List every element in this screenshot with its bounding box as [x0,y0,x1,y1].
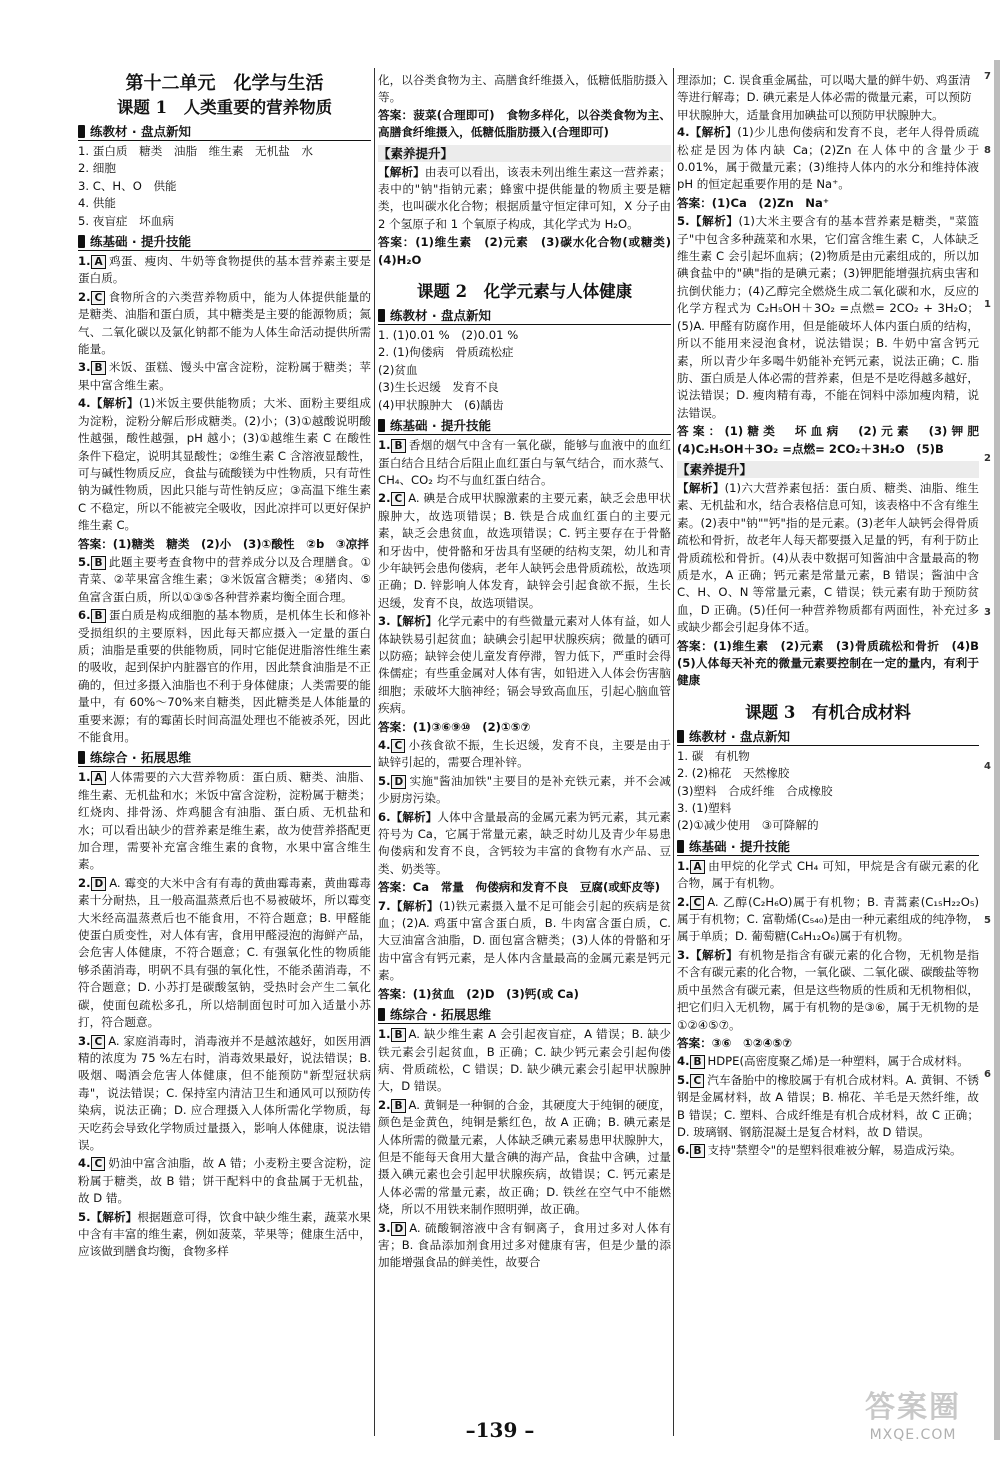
analysis-tag: 【解析】 [390,614,438,629]
edge-number: 6 [984,1069,991,1080]
section-header-label: 练基础 · 提升技能 [390,418,491,434]
question-text: 汽车备胎中的橡胶属于有机合成材料。A. 黄铜、不锈钢是金属材料，故 A 错误；B. 棉花、羊毛是天然纤维，故 B 错误；C. 塑料、合成纤维是有机合成材料，故 C 正确；D. 玻璃钢、钢筋混凝土是复合材料，故 D 错误。 [677,1072,979,1139]
analysis-tag: 【解析】 [90,396,139,411]
question-number: 3. [378,1220,391,1235]
answer-choice-box: A [91,255,105,269]
question-text: 此题主要考查食物中的营养成分以及合理膳食。①青菜、②苹果富含维生素；③米饭富含糖类；④猪肉、⑤鱼富含蛋白质，所以①③⑤各种营养素均衡全面合理。 [78,554,371,604]
question-item [378,490,671,612]
question-item [378,1097,671,1219]
analysis-tag: 【解析】 [677,480,725,495]
section-header [378,417,671,435]
question-number: 2. [78,289,91,304]
question-text: HDPE(高密度聚乙烯)是一种塑料，属于合成材料。 [707,1054,969,1069]
question-text: A. 乙醇(C₂H₆O)属于有机物；B. 青蒿素(C₁₅H₂₂O₅)属于有机物；C. 富勒烯(C₅₄₀)是由一种元素组成的纯净物，属于单质；D. 葡萄糖(C₆H₁₂O₆)属于有机物。 [677,894,979,944]
question-text: 化学元素中的有些微量元素对人体有益，如人体缺铁易引起贫血；缺碘会引起甲状腺疾病；微量的硒可以防癌；缺锌会使儿童发育停滞，智力低下，严重时会得侏儒症；有些重金属对人体有害，如铅进入人体会伤害脑细胞；汞破坏大脑神经；镉会导致高血压，引起心脑血管疾病。 [378,614,671,716]
question-item [378,164,671,234]
adjacent-page-edge-numbers [984,70,1000,1430]
section-marker-icon [78,751,85,764]
edge-number: 4 [984,761,991,772]
question-text: 人体需要的六大营养物质：蛋白质、糖类、油脂、维生素、无机盐和水；米饭中富含淀粉，淀粉属于糖类；红烧肉、排骨汤、炸鸡腿含有油脂、蛋白质、无机盐和水；可以看出缺少的营养素是维生素，故为使营养搭配更加合理，需要补充富含维生素的食物，水果中富含维生素。 [78,770,371,872]
question-text: 小孩食欲不振，生长迟缓，发育不良，主要是由于缺锌引起的，需要合理补锌。 [378,738,671,770]
answer-line: 2. 细胞 [78,161,116,176]
question-number: 1. [378,1027,391,1042]
question-item [677,947,979,1034]
question-item [378,1026,671,1096]
section-header-label: 【素养提升】 [677,461,753,477]
question-item [378,613,671,717]
question-item [378,437,671,489]
question-item [378,737,671,772]
section-header [78,233,371,251]
question-item [378,809,671,879]
question-number: 2. [378,491,391,506]
question-number: 3. [677,947,690,962]
column-divider [374,68,375,1436]
edge-number: 1 [984,299,991,310]
question-number: 5. [78,1209,91,1224]
answer-line: 2. (1)佝偻病 骨质疏松症 [378,345,514,360]
answer-line: 4. 供能 [78,196,116,211]
edge-number: 8 [984,145,991,156]
question-item [78,289,371,359]
question-item [78,607,371,746]
section-marker-icon [378,309,385,322]
question-item [677,894,979,946]
answer-line: 答案：(1)糖类 糖类 (2)小 (3)①酸性 ②b ③凉拌 [78,536,369,551]
answer-choice-box: C [91,1157,105,1171]
question-text: 根据题意可得，饮食中缺少维生素，蔬菜水果中含有丰富的维生素，例如菠菜，苹果等；健康生活中，应该做到膳食均衡，食物多样 [78,1209,371,1259]
question-number: 4. [677,125,690,140]
section-header-label: 练基础 · 提升技能 [90,234,191,250]
section-header [677,461,979,478]
question-text: (1)少儿患佝偻病和发育不良，老年人得骨质疏松症是因为体内缺 Ca；(2)Zn 在人体中的含量少于 0.01%，属于微量元素；(3)维持人体内的水分和维持体液 pH 的恒定起重要作用的是 Na⁺。 [677,125,979,192]
question-item [677,1142,979,1159]
question-text: 鸡蛋、瘦肉、牛奶等食物提供的基本营养素主要是蛋白质。 [78,254,371,286]
question-item [78,1033,371,1155]
column-divider [673,68,674,1436]
question-number: 6. [378,809,391,824]
answer-choice-box: C [91,291,105,305]
answer-choice-box: B [391,439,405,453]
question-number: 3. [78,1033,91,1048]
answer-line: (3)生长迟缓 发育不良 [378,380,499,395]
question-item [677,1072,979,1142]
watermark-main: 答案圈 [865,1390,961,1425]
edge-number: 2 [984,453,991,464]
question-number: 6. [677,1143,690,1158]
answer-line: 答案：菠菜(合理即可) 食物多样化，以谷类食物为主、高膳食纤维摄入，低糖低脂肪摄入(合理即可) [378,107,671,140]
section-header-label: 练基础 · 提升技能 [689,838,790,854]
question-item [677,124,979,194]
question-number: 7. [378,898,391,913]
answer-choice-box: A [91,771,105,785]
question-item [677,1053,979,1070]
question-item [677,213,979,422]
question-item [78,1155,371,1207]
question-text: A. 碘是合成甲状腺激素的主要元素，缺乏会患甲状腺肿大，故选项错误；B. 铁是合成血红蛋白的主要元素，缺乏会患贫血，故选项错误；C. 钙主要存在于骨骼和牙齿中，使骨骼和牙齿具有坚硬的结构支架，幼儿和青少年缺钙会患佝偻病，老年人缺钙会患骨质疏松，故选项正确；D. 锌影响人体发育，缺锌会引起食欲不振，生长迟缓，发育不良，故选项错误。 [378,491,671,610]
question-text: (1)米饭主要供能物质；大米、面粉主要组成为淀粉，淀粉分解后形成糖类。(2)小；(3)①越酸说明酸性越强，酸性越强，pH 越小；(3)①越维生素 C 在酸性条件下稳定，说明其显酸性；②维生素 C 含溶液显酸性，可与碱性物质反应，食盐与硫酸镁为中性物质，只有苛性钠为碱性物质，因此只能与苛性钠反应；③高温下维生素 C 不稳定，所以不能被完全吸收，因此凉拌可以更好保护维生素 C。 [78,396,371,533]
question-number: 2. [378,1097,391,1112]
answer-choice-box: C [690,1074,704,1088]
answer-line: 5. 夜盲症 坏血病 [78,213,174,228]
question-text: A. 霉变的大米中含有有毒的黄曲霉毒素，黄曲霉毒素十分耐热，且一般高温蒸煮后也不易被破坏，所以霉变大米经高温蒸煮后也不能食用，不符合题意；B. 甲醛能使蛋白质变性，对人体有害，食用甲醛浸泡的海鲜产品，会危害人体健康，不符合题意；C. 有强氧化性的物质能够杀菌消毒，明矾不具有强的氧化性，不能杀菌消毒，不符合题意；D. 小苏打是碳酸氢钠，受热时会产生二氧化碳，使面包疏松多孔，所以焙制面包时可加入适量小苏打，符合题意。 [78,875,371,1030]
watermark-sub: MXQE.COM [869,1427,957,1443]
edge-number: 7 [984,71,991,82]
question-text: (1)六大营养素包括：蛋白质、糖类、油脂、维生素、无机盐和水，结合表格信息可知，该表格中不含有维生素。(2)表中"钠""钙"指的是元素。(3)老年人缺钙会得骨质疏松和骨折，故老年人每天都要摄入足量的钙，有利于防止骨质疏松和骨折。(4)从表中数据可知酱油中含量最高的物质是水，A 正确；钙元素是常量元素，B 错误；酱油中含 C、H、O、N 等常量元素，C 错误；铁元素有助于预防贫血，D 正确。(5)任何一种营养物质都有两面性，补充过多或缺少都会引起身体不适。 [677,480,979,635]
question-text: 奶油中富含油脂，故 A 错；小麦粉主要含淀粉，淀粉属于糖类，故 B 错；饼干配料中的食盐属于无机盐，故 D 错。 [78,1156,371,1206]
section-header [378,307,671,325]
answer-line: (2)①减少使用 ③可降解的 [677,818,819,833]
section-header [378,145,671,162]
question-number: 4. [78,396,91,411]
analysis-tag: 【解析】 [90,1209,138,1224]
section-header-label: 【素养提升】 [378,145,454,161]
analysis-tag: 【解析】 [390,809,438,824]
question-text: A. 黄铜是一种铜的合金，其硬度大于纯铜的硬度，颜色是金黄色，纯铜是紫红色，故 A 正确；B. 碘元素是人体所需的微量元素，人体缺乏碘元素易患甲状腺肿大，但是不能每天食用大量含碘的海产品，食盐中含碘，过量摄入碘元素也会引起甲状腺疾病，故错误；C. 钙元素是人体必需的常量元素，故正确；D. 铁丝在空气中不能燃烧，所以不用铁来制作照明弹，故正确。 [378,1097,671,1217]
question-text: 人体中含量最高的金属元素为钙元素，其元素符号为 Ca，它属于常量元素，缺乏时幼儿及青少年易患佝偻病和发育不良，含钙较为丰富的食物有水产品、豆类、奶类等。 [378,809,671,876]
analysis-tag: 【解析】 [689,125,738,140]
answer-line: 1. (1)0.01 % (2)0.01 % [378,328,519,343]
answer-choice-box: C [391,492,405,506]
question-item [78,395,371,534]
question-number: 2. [677,894,690,909]
question-text: 由甲烷的化学式 CH₄ 可知，甲烷是含有碳元素的化合物，属于有机物。 [677,858,979,891]
section-marker-icon [78,235,85,248]
page-number: –139 – [465,1418,535,1442]
question-number: 4. [78,1156,91,1171]
question-item [677,858,979,893]
answer-line: 2. (2)棉花 天然橡胶 [677,766,790,781]
question-number: 3. [378,614,391,629]
answer-choice-box: D [391,1222,406,1236]
section-marker-icon [78,125,85,138]
question-item [378,1220,671,1272]
answer-line: 化，以谷类食物为主、高膳食纤维摄入，低糖低脂肪摄入等。 [378,73,668,105]
analysis-tag: 【解析】 [390,898,439,913]
question-text: 香烟的烟气中含有一氧化碳，能够与血液中的血红蛋白结合且结合后阻止血红蛋白与氧气结合，而水蒸气、CH₄、CO₂ 均不与血红蛋白结合。 [378,438,671,487]
question-text: 实施"酱油加铁"主要目的是补充铁元素，并不会减少厨房污染。 [378,773,671,806]
section-marker-icon [378,1008,385,1021]
question-item [677,480,979,637]
unit-title: 第十二单元 化学与生活 [125,73,324,94]
question-number: 1. [78,770,91,785]
question-text: 由表可以看出，该表未列出维生素这一营养素；表中的"钠"指钠元素；蜂蜜中提供能量的物质主要是糖类，也叫碳水化合物；根据质量守恒定律可知，X 分子由 2 个氢原子和 1 个氧原子构成，其化学式为 H₂O。 [378,164,671,231]
section-header [677,728,979,746]
section-marker-icon [677,730,684,743]
question-number: 5. [78,554,91,569]
lesson-title: 课题 1 人类重要的营养物质 [116,98,333,117]
question-text: 支持"禁塑令"的是塑料很难被分解，易造成污染。 [707,1143,962,1158]
answer-choice-box: B [690,1055,704,1069]
answer-line: (4)甲状腺肿大 (6)龋齿 [378,397,504,412]
question-item [378,898,671,985]
section-marker-icon [677,840,684,853]
section-marker-icon [378,419,385,432]
section-header-label: 练教材 · 盘点新知 [90,124,191,139]
question-number: 2. [78,875,91,890]
question-item [78,253,371,288]
section-header [78,123,371,141]
edge-number: 3 [984,607,991,618]
answer-line: 答案：(1)③⑥⑨⑩ (2)①⑤⑦ [378,719,531,734]
section-header-label: 练教材 · 盘点新知 [689,728,790,744]
analysis-tag: 【解析】 [689,214,739,229]
question-number: 4. [378,738,391,752]
answer-line: 3. (1)塑料 [677,801,732,816]
answer-choice-box: D [391,775,406,789]
answer-line: 1. 蛋白质 糖类 油脂 维生素 无机盐 水 [78,144,314,158]
section-header [677,838,979,856]
answer-choice-box: B [91,556,105,570]
question-text: 蛋白质是构成细胞的基本物质，是机体生长和修补受损组织的主要原料，因此每天都应摄入一定量的蛋白质；油脂是重要的供能物质，同时它能促进脂溶性维生素的吸收，起到保护内脏器官的作用，因此禁食油脂是不正确的，但过多摄入油脂也不利于身体健康；人类需要的能量中，有 60%～70%来自糖类，因此糖类是人体能量的重要来源；有的霉菌长时间高温处理也不能被杀死，因此不能食用。 [78,608,371,744]
analysis-tag: 【解析】 [689,947,739,962]
answer-line: 3. C、H、O 供能 [78,178,177,193]
answer-choice-box: B [690,1144,704,1158]
watermark-logo [838,1390,988,1450]
question-text: A. 家庭消毒时，消毒液并不是越浓越好，如医用酒精的浓度为 75 %左右时，消毒效果最好，说法错误；B. 吸烟、喝酒会危害人体健康，但不能预防"新型冠状病毒"，说法错误；C. 保持室内清洁卫生和通风可以预防传染病，说法正确；D. 应合理摄入人体所需化学物质，每天吃药会导致化学物质过量摄入，影响人体健康，说法错误。 [78,1033,371,1152]
answer-choice-box: B [91,361,105,375]
answer-choice-box: B [391,1099,405,1113]
question-text: (1)大米主要含有的基本营养素是糖类，"菜篮子"中包含多种蔬菜和水果，它们富含维生素 C，人体缺乏维生素 C 会引起坏血病；(2)物质是由元素组成的，所以加碘食盐中的"碘"指的是碘元素；(3)钾肥能增强抗病虫害和抗倒伏能力；(4)乙醇完全燃烧生成二氧化碳和水，反应的化学方程式为 C₂H₅OH＋3O₂ =点燃= 2CO₂ + 3H₂O；(5)A. 甲醛有防腐作用，但是能破坏人体内蛋白质的结构，所以不能用来浸泡食材，说法错误；B. 牛奶中富含钙元素，所以青少年多喝牛奶能补充钙元素，说法正确；C. 脂肪、蛋白质是人体必需的营养素，但是不是吃得越多越好，说法错误；D. 瘦肉精有毒，不能在饲料中添加瘦肉精，说法错误。 [677,214,979,420]
section-header [78,749,371,767]
lesson-title: 课题 3 有机合成材料 [745,702,911,722]
answer-line: 答案：Ca 常量 佝偻病和发育不良 豆腐(或虾皮等) [378,880,660,895]
answer-line: 答案：③⑥ ①②④⑤⑦ [677,1035,793,1050]
answer-line: 答案：(1)维生素 (2)元素 (3)骨质疏松和骨折 (4)B (5)人体每天补充的微量元素要控制在一定的量内，有利于健康 [677,638,979,688]
question-item [78,875,371,1032]
question-number: 1. [78,254,91,269]
spacer [378,270,671,280]
question-item [78,554,371,606]
question-item [78,769,371,873]
edge-number: 5 [984,915,991,926]
question-text: 米饭、蛋糕、馒头中富含淀粉，淀粉属于糖类；苹果中富含维生素。 [78,360,371,392]
question-item [78,359,371,394]
question-item [78,1209,371,1261]
question-number: 6. [78,608,91,623]
answer-choice-box: B [391,1028,405,1042]
section-header-label: 练综合 · 拓展思维 [390,1007,491,1023]
answer-line: 答案：(1)糖类 坏血病 (2)元素 (3)钾肥 (4)C₂H₅OH＋3O₂ =点燃= 2CO₂＋3H₂O (5)B [677,424,979,456]
question-text: A. 硫酸铜溶液中含有铜离子，食用过多对人体有害；B. 食品添加剂食用过多对健康有害，但是少量的添加能增强食品的鲜美性，故要合 [378,1220,671,1270]
answer-line: 理添加；C. 误食重金属盐，可以喝大量的鲜牛奶、鸡蛋清等进行解毒；D. 碘元素是人体必需的微量元素，可以预防甲状腺肿大，适量食用加碘盐可以预防甲状腺肿大。 [677,73,972,122]
answer-choice-box: A [690,860,704,874]
question-number: 5. [677,1072,690,1087]
answer-line: 答案：(1)Ca (2)Zn Na⁺ [677,195,829,210]
column-right [677,72,979,1432]
question-number: 4. [677,1054,690,1069]
question-number: 3. [78,360,91,375]
section-header [378,1006,671,1024]
answer-line: (2)贫血 [378,362,418,377]
answer-line: 答案：(1)贫血 (2)D (3)钙(或 Ca) [378,986,579,1001]
question-text: 食物所含的六类营养物质中，能为人体提供能量的是糖类、油脂和蛋白质，其中糖类是主要的能源物质；氮气、二氧化碳以及氯化钠都不能为人体生命活动提供所需能量。 [78,289,371,357]
answer-choice-box: D [91,877,106,891]
section-header-label: 练综合 · 拓展思维 [90,750,191,766]
answer-choice-box: C [690,896,704,910]
question-number: 5. [378,773,391,788]
lesson-title: 课题 2 化学元素与人体健康 [416,282,633,302]
question-text: 有机物是指含有碳元素的化合物，无机物是指不含有碳元素的化合物，一氧化碳、二氧化碳、碳酸盐等物质中虽然含有碳元素，但是这些物质的性质和无机物相似，把它们归入无机物，属于有机物的是③⑥，属于无机物的是①②④⑤⑦。 [677,947,979,1032]
question-number: 1. [378,438,391,453]
column-left [78,70,371,1430]
answer-choice-box: C [91,1035,105,1049]
section-header-label: 练教材 · 盘点新知 [390,308,491,324]
answer-choice-box: C [391,739,405,753]
answer-line: 答案：(1)维生素 (2)元素 (3)碳水化合物(或糖类) (4)H₂O [378,235,671,267]
column-middle [378,72,671,1432]
question-number: 5. [677,214,690,229]
answer-line: (3)塑料 合成纤维 合成橡胶 [677,783,833,798]
answer-line: 1. 碳 有机物 [677,748,750,763]
answer-choice-box: B [91,609,105,623]
question-number: 1. [677,858,690,873]
question-item [378,773,671,808]
question-text: (1)铁元素摄入量不足可能会引起的疾病是贫血；(2)A. 鸡蛋中富含蛋白质，B. 牛肉富含蛋白质，C. 大豆油富含油脂，D. 面包富含糖类；(3)人体的骨骼和牙齿中富含有钙元素，是人体内含量最高的金属元素是钙元素。 [378,898,671,983]
question-text: A. 缺少维生素 A 会引起夜盲症，A 错误；B. 缺少铁元素会引起贫血，B 正确；C. 缺少钙元素会引起佝偻病、骨质疏松，C 错误；D. 缺少碘元素会引起甲状腺肿大，D 错误。 [378,1027,671,1094]
spacer [677,691,979,701]
analysis-tag: 【解析】 [378,164,425,179]
